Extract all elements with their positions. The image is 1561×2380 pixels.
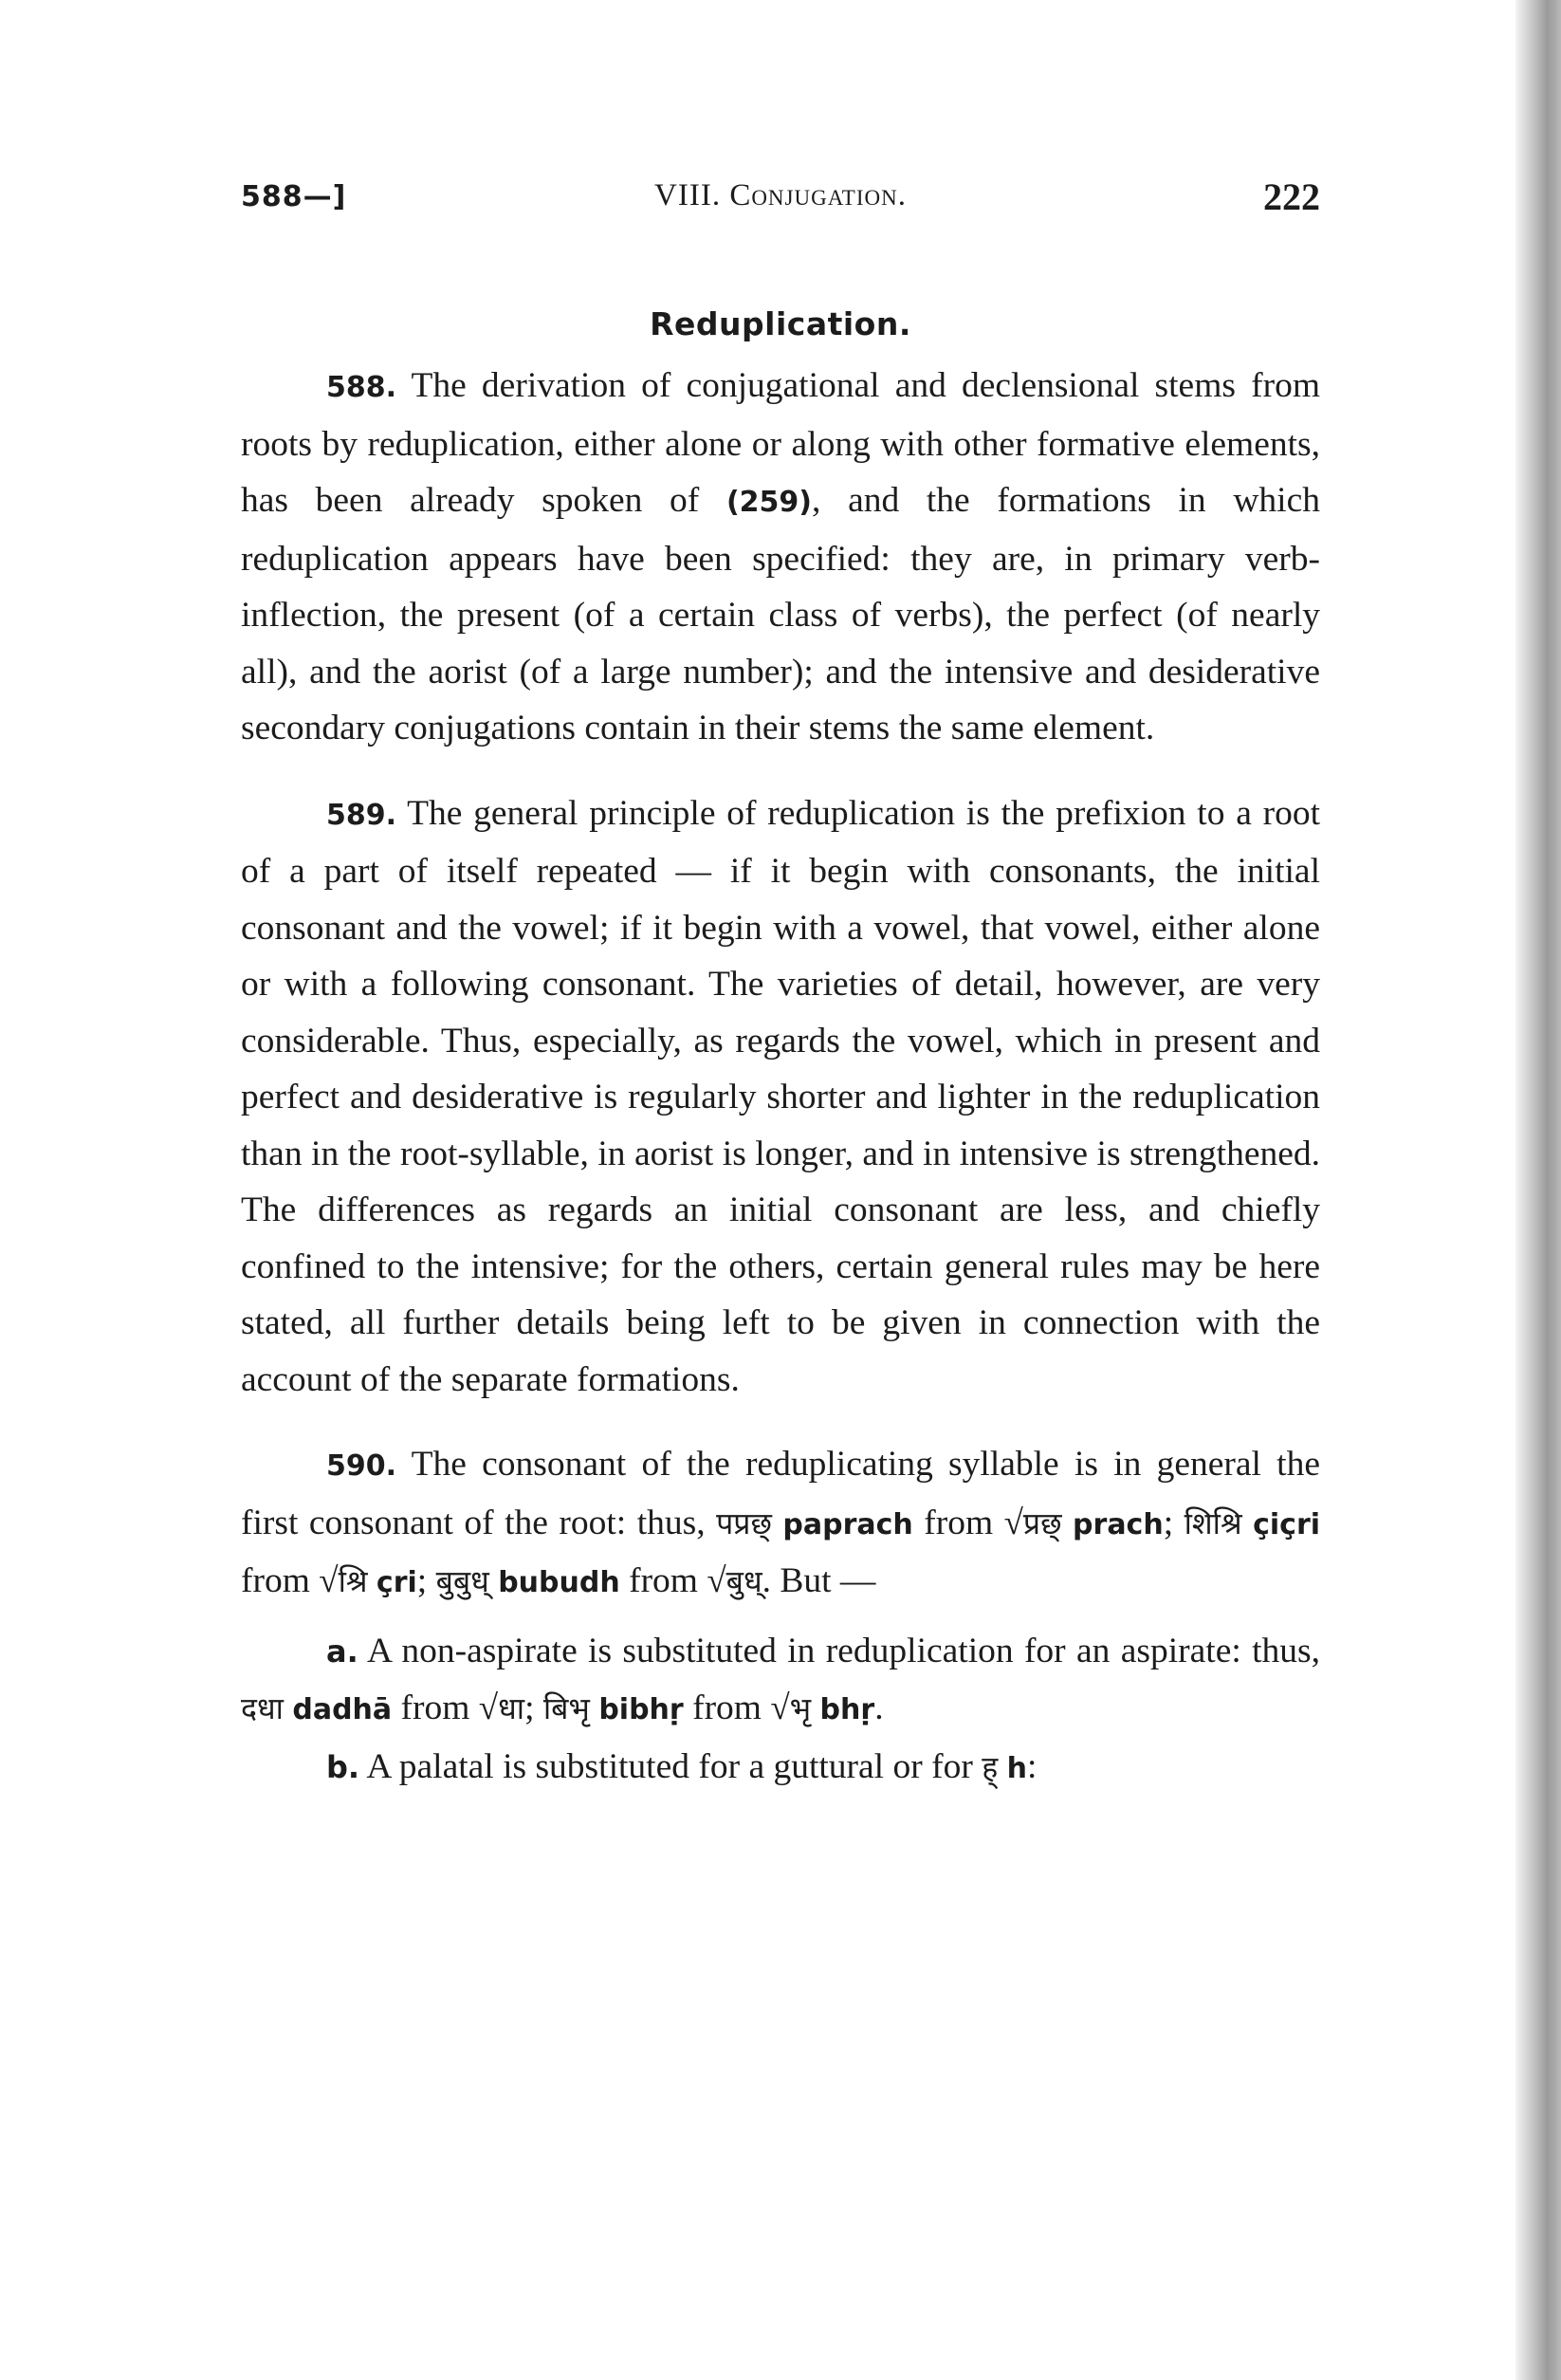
sanskrit-word: बुबुध् <box>435 1563 489 1599</box>
transliteration: çri <box>376 1566 417 1599</box>
root-sign: √ <box>319 1561 339 1600</box>
sanskrit-word: दधा <box>241 1690 284 1726</box>
connector-text: from <box>392 1688 479 1727</box>
transliteration: çiçri <box>1253 1507 1321 1541</box>
section-range: 588—] <box>241 180 347 213</box>
separator: ; <box>524 1688 543 1727</box>
paragraph-589 <box>241 785 1320 1409</box>
paragraph-number: 589. <box>326 798 397 832</box>
paragraph-number: 588. <box>326 371 397 404</box>
root-sign: √ <box>478 1688 499 1727</box>
sanskrit-root: धा <box>498 1690 525 1726</box>
transliteration: dadhā <box>292 1693 393 1726</box>
sanskrit-word: शिश्रि <box>1184 1504 1242 1541</box>
running-head <box>241 171 1320 237</box>
paragraph-text: A non-aspirate is substituted in reduplication for an aspirate: thus, <box>367 1631 1320 1670</box>
root-sign: √ <box>770 1688 790 1727</box>
punctuation: . <box>874 1688 884 1727</box>
root-sign: √ <box>707 1561 726 1600</box>
connector-text: from <box>241 1561 320 1600</box>
paragraph-text: The consonant of the reduplicating syllable is in general the first consonant of the root: thus, <box>241 1445 1320 1542</box>
transliteration: bibhṛ <box>598 1693 684 1726</box>
sanskrit-word: पप्रछ् <box>716 1504 772 1541</box>
paragraph-text: , and the formations in which reduplication appears have been specified: they are, in primary verb-inflection, the present (of a certain class of verbs), the perfect (of nearly all), and the aorist (of a large number); and the intensive and desiderative secondary conjugations contain in their stems the same element. <box>241 481 1320 747</box>
book-page <box>241 171 1320 1797</box>
transliteration: bubudh <box>498 1566 620 1599</box>
rule-label: b. <box>326 1748 360 1785</box>
separator: ; <box>1163 1503 1185 1542</box>
rule-label: a. <box>326 1633 358 1670</box>
root-sign: √ <box>1003 1503 1023 1542</box>
paragraph-590 <box>241 1436 1320 1612</box>
paragraph-text: . But — <box>762 1561 876 1600</box>
sanskrit-root: श्रि <box>338 1563 368 1599</box>
paragraph-text: The derivation of conjugational and declensional stems from roots by reduplication, either alone or along with other formative elements, has been already spoken of <box>241 366 1320 520</box>
sanskrit-letter: ह् <box>982 1748 999 1785</box>
paragraph-rule-b <box>241 1739 1320 1798</box>
sanskrit-root: प्रछ् <box>1022 1504 1062 1541</box>
paragraph-rule-a <box>241 1623 1320 1739</box>
transliteration: h <box>1006 1751 1027 1785</box>
sanskrit-word: बिभृ <box>542 1690 590 1726</box>
section-title: Reduplication. <box>650 305 911 342</box>
paragraph-number: 590. <box>326 1449 397 1483</box>
sanskrit-root: बुध् <box>725 1563 762 1599</box>
punctuation: : <box>1026 1746 1038 1786</box>
connector-text: from <box>683 1688 771 1727</box>
page-number: 222 <box>1263 175 1320 218</box>
transliteration: bhṛ <box>819 1693 875 1726</box>
sanskrit-root: भृ <box>789 1690 812 1726</box>
transliteration: prach <box>1073 1507 1164 1541</box>
paragraph-text: The general principle of reduplication is the prefixion to a root of a part of itself repeated — if it begin with consonants, the initial consonant and the vowel; if it begin with a vowel, that vowel, either alone or with a following consonant. The varieties of detail, however, are very considerable. Thus, especially, as regards the vowel, which in present and perfect and desiderative is regularly shorter and lighter in the reduplication than in the root-syllable, in aorist is longer, and in intensive is strengthened. The differences as regards an initial consonant are less, and chiefly confined to the intensive; for the others, certain general rules may be here stated, all further details being left to be given in connection with the account of the separate formations. <box>241 793 1320 1399</box>
chapter-title: VIII. Conjugation. <box>654 178 907 212</box>
separator: ; <box>416 1561 436 1600</box>
page-edge-shadow <box>1515 0 1561 2380</box>
transliteration: paprach <box>782 1507 913 1541</box>
paragraph-text: A palatal is substituted for a guttural or for <box>366 1746 983 1786</box>
connector-text: from <box>912 1503 1004 1542</box>
connector-text: from <box>619 1561 707 1600</box>
cross-reference: (259) <box>725 486 813 519</box>
paragraph-588 <box>241 358 1320 757</box>
